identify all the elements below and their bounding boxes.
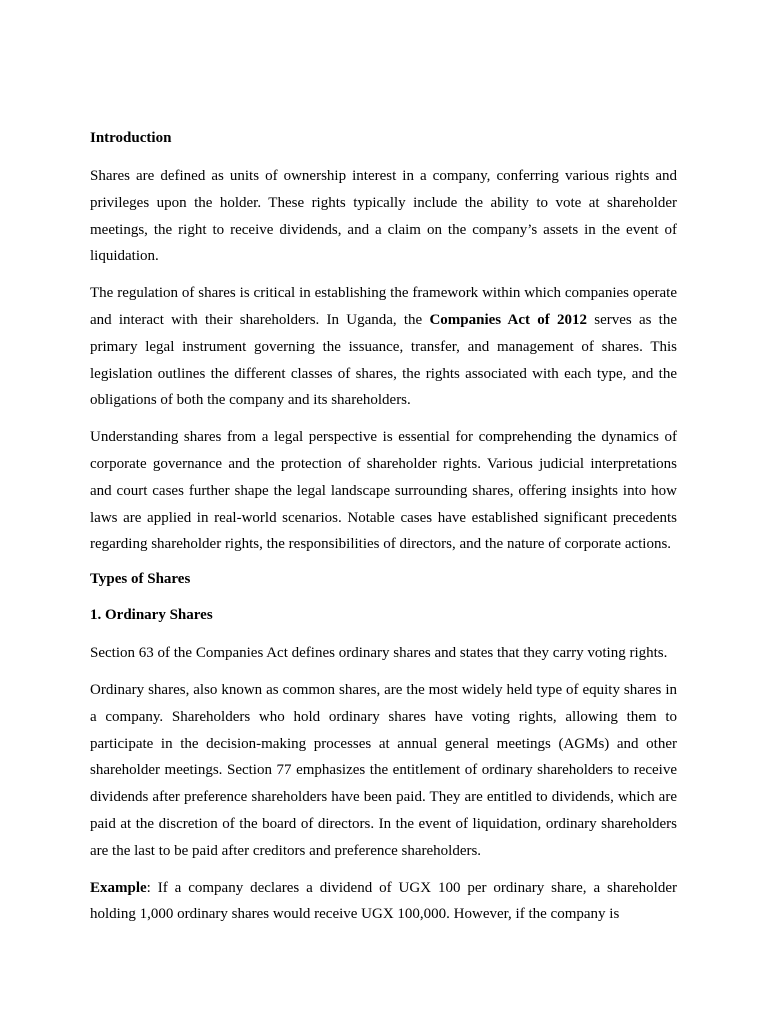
companies-act-reference: Companies Act of 2012	[429, 311, 587, 328]
intro-paragraph-2-text-before: The regulation of shares is critical in establishing the framework within which companies operate and interact with their shareholders. In Uganda, the	[90, 285, 677, 328]
example-text: : If a company declares a dividend of UGX 100 per ordinary share, a shareholder holding 1,000 ordinary shares would receive UGX 100,000. However, if the company is	[90, 879, 677, 923]
example-label: Example	[90, 879, 147, 896]
intro-paragraph-2	[90, 280, 677, 414]
document-page	[90, 127, 677, 938]
introduction-heading: Introduction	[90, 130, 172, 146]
ordinary-shares-heading: 1. Ordinary Shares	[90, 607, 213, 624]
ordinary-paragraph-1: Section 63 of the Companies Act defines ordinary shares and states that they carry voting rights.	[90, 645, 668, 662]
types-of-shares-heading: Types of Shares	[90, 571, 191, 588]
example-paragraph	[90, 875, 677, 929]
intro-paragraph-3: Understanding shares from a legal perspective is essential for comprehending the dynamics of corporate governance and the protection of shareholder rights. Various judicial interpretations and court cases further shape the legal landscape surrounding shares, offering insights into how laws are applied in real-world scenarios. Notable cases have established significant precedents regarding shareholder rights, the responsibilities of directors, and the nature of corporate actions.	[90, 429, 677, 553]
ordinary-paragraph-2: Ordinary shares, also known as common shares, are the most widely held type of equity shares in a company. Shareholders who hold ordinary shares have voting rights, allowing them to participate in the decision-making processes at annual general meetings (AGMs) and other shareholder meetings. Section 77 emphasizes the entitlement of ordinary shareholders to receive dividends after preference shareholders have been paid. They are entitled to dividends, which are paid at the discretion of the board of directors. In the event of liquidation, ordinary shareholders are the last to be paid after creditors and preference shareholders.	[90, 681, 677, 859]
intro-paragraph-1: Shares are defined as units of ownership interest in a company, conferring various rights and privileges upon the holder. These rights typically include the ability to vote at shareholder meetings, the right to receive dividends, and a claim on the company’s assets in the event of liquidation.	[90, 168, 677, 265]
intro-paragraph-2-text-after: serves as the primary legal instrument governing the issuance, transfer, and management of shares. This legislation outlines the different classes of shares, the rights associated with each type, and the obligations of both the company and its shareholders.	[90, 311, 678, 409]
